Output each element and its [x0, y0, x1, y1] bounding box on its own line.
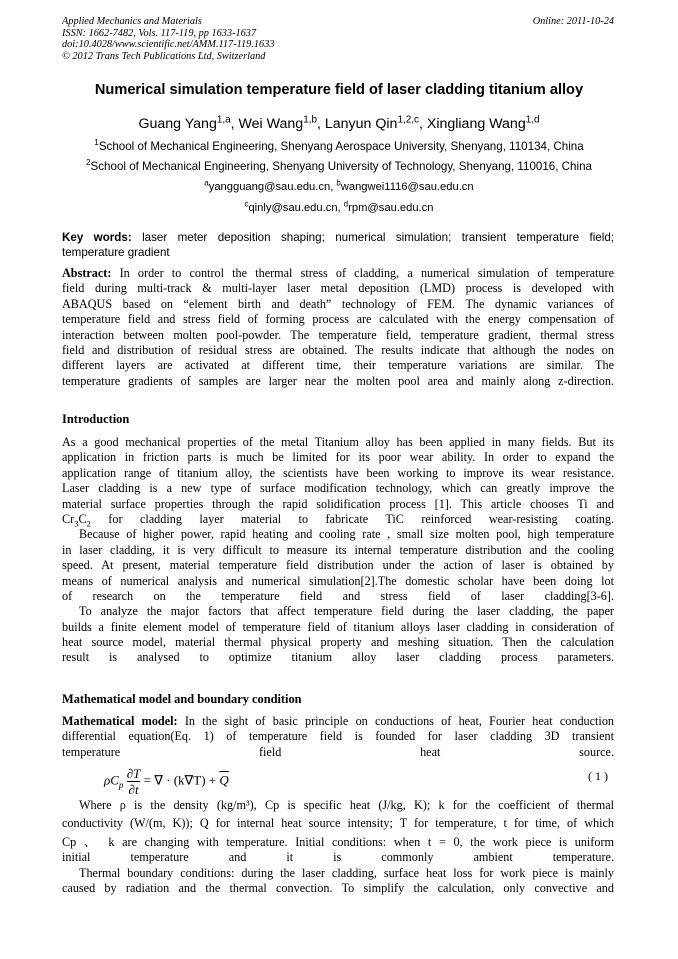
affiliation-text: School of Mechanical Engineering, Shenyang University of Technology, Shenyang, 110016, China [90, 160, 592, 173]
intro-line: result is analysed to optimize titanium alloy laser cladding process parameters. [62, 650, 614, 665]
equation-number: ( 1 ) [588, 769, 608, 783]
model-line: temperature field heat source. [62, 744, 614, 759]
affiliation-2 [0, 160, 678, 173]
boundary-line: Thermal boundary conditions: during the laser cladding, surface heat loss for work piece is mainly [79, 865, 614, 880]
affiliation-sup: 2 [86, 158, 91, 168]
intro-line: application range of titanium alloy, the scientists have been working to improve its wear resistance. [62, 465, 614, 480]
journal-header [62, 16, 275, 62]
author-sup: 1,b [303, 114, 317, 126]
where-line: initial temperature and it is commonly ambient temperature. [62, 850, 614, 865]
model-line: In the sight of basic principle on conductions of heat, Fourier heat conduction [184, 714, 615, 728]
intro-line: application in friction parts is much be limited for its poor wear ability. In order to expand the [62, 450, 614, 465]
issn: ISSN: 1662-7482, Vols. 117-119, pp 1633-1637 [62, 27, 257, 39]
keywords-label: Key words: [62, 231, 132, 244]
abstract-line: ABAQUS based on “element birth and death” technology of FEM. The dynamic variances of [62, 296, 614, 311]
paper-title: Numerical simulation temperature field of laser cladding titanium alloy [94, 82, 584, 98]
intro-line: means of numerical analysis and numerical simulation[2].The domestic scholar have been doing lot [62, 573, 614, 588]
online-date: Online: 2011-10-24 [532, 16, 614, 27]
model-line: differential equation(Eq. 1) of temperature field is founded for laser cladding 3D transient [62, 729, 614, 744]
author-list: Guang Yang$^{1,a}$, Wei Wang$^{1,b}$, Lanyun Qin$^{1,2,c}$, Xingliang Wang$^{1,d}$ [138, 114, 540, 132]
email-d[interactable]: rpm@sau.edu.cn [348, 202, 434, 214]
author-name: Wei Wang [238, 116, 304, 132]
abstract-line: field during multi-track & multi-layer laser metal deposition (LMD) process is developed with [62, 281, 614, 296]
model-sub-label: Mathematical model: [62, 714, 178, 728]
intro-line: $Cr_3C_2$ for cladding layer material to fabricate TiC reinforced wear-resisting coating. [62, 511, 614, 529]
intro-line: speed. At present, material temperature field distribution under the action of laser is obtained by [62, 558, 614, 573]
abstract-line: In order to control the thermal stress of cladding, a numerical simulation of temperature [119, 266, 614, 280]
intro-line: builds a finite element model of temperature field of titanium alloys laser cladding in consideration of [62, 619, 614, 634]
email-c[interactable]: qinly@sau.edu.cn [248, 202, 338, 214]
heat-equation: $\rho C_p$ $\frac{\partial T}{\partial t}$ = ∇ · $(k\nabla T) + \overline{Q}$ [104, 766, 229, 797]
author-name: Xingliang Wang [426, 116, 526, 132]
where-line: Cp 、 k are changing with temperature. Initial conditions: when t = 0, the work piece is uniform [62, 834, 614, 849]
author-sup: 1,2,c [397, 114, 419, 126]
author-sup: 1,d [525, 114, 540, 126]
model-body [62, 714, 614, 760]
where-line: Where ρ is the density (kg/m³), Cp is specific heat (J/kg, K); k for the coefficient of thermal [79, 798, 614, 812]
keywords-line2: temperature gradient [62, 246, 170, 260]
model-heading: Mathematical model and boundary condition [62, 692, 302, 706]
intro-line: To analyze the major factors that affect temperature field during the laser cladding, the paper [79, 604, 614, 619]
copyright: © 2012 Trans Tech Publications Ltd, Switzerland [62, 50, 266, 62]
affiliation-text: School of Mechanical Engineering, Shenyang Aerospace University, Shenyang, 110134, China [98, 140, 584, 153]
journal-name: Applied Mechanics and Materials [62, 16, 202, 27]
introduction-body [62, 435, 614, 666]
email-line-2: $^c$qinly@sau.edu.cn, $^d$rpm@sau.edu.cn [244, 199, 434, 214]
abstract-line: interaction between molten pool-powder. The temperature field, temperature gradient, thermal stress [62, 327, 614, 342]
abstract-line: different layers are activated at different time, their temperature variations are similar. The [62, 358, 614, 373]
abstract [62, 266, 614, 389]
email-b[interactable]: wangwei1116@sau.edu.cn [340, 181, 474, 193]
intro-line: heat source model, material thermal physical property and meshing situation. Then the calculation [62, 635, 614, 650]
equation-fraction: $\frac{\partial T}{\partial t}$ [126, 766, 141, 797]
where-line: conductivity (W/(m, K)); Q for internal heat source intensity; T for temperature, t for time, of which [62, 816, 614, 831]
author-sup: 1,a [216, 114, 231, 126]
keywords-line1: laser meter deposition shaping; numerical simulation; transient temperature field; [142, 231, 614, 244]
abstract-line: temperature field and stress field of forming process are calculated with the energy compensation of [62, 312, 614, 327]
abstract-label: Abstract: [62, 266, 112, 280]
email-a[interactable]: yangguang@sau.edu.cn [208, 181, 331, 193]
intro-line: material surface properties through the rapid solidification process [1]. This article chooses Ti and [62, 496, 614, 511]
introduction-heading: Introduction [62, 412, 130, 426]
where-block [62, 798, 614, 896]
email-line-1: $^a$yangguang@sau.edu.cn, $^b$wangwei1116@sau.edu.cn [204, 178, 474, 193]
intro-line: Laser cladding is a new type of surface modification technology, which can greatly improve the [62, 481, 614, 496]
boundary-line: caused by radiation and the thermal convection. To simplify the calculation, only convective and [62, 880, 614, 895]
keywords [62, 230, 614, 261]
intro-line: As a good mechanical properties of the metal Titanium alloy has been applied in many fields. But its [62, 435, 614, 449]
affiliation-1 [0, 140, 678, 153]
doi: doi:10.4028/www.scientific.net/AMM.117-119.1633 [62, 39, 275, 50]
intro-line: of research on the temperature field and stress field of laser cladding[3-6]. [62, 588, 614, 603]
affiliation-sup: 1 [94, 138, 99, 148]
intro-line: Because of higher power, rapid heating and cooling rate , small size molten pool, high temperature [79, 527, 614, 542]
intro-line: in laser cladding, it is very difficult to measure its internal temperature distribution and the cooling [62, 542, 614, 557]
abstract-line: field and distribution of residual stress are obtained. The results indicate that although the nodes on [62, 342, 614, 357]
abstract-line: temperature gradients of samples are larger near the molten pool area and mainly along z-direction. [62, 373, 614, 388]
author-name: Guang Yang [138, 116, 217, 132]
author-name: Lanyun Qin [324, 116, 398, 132]
